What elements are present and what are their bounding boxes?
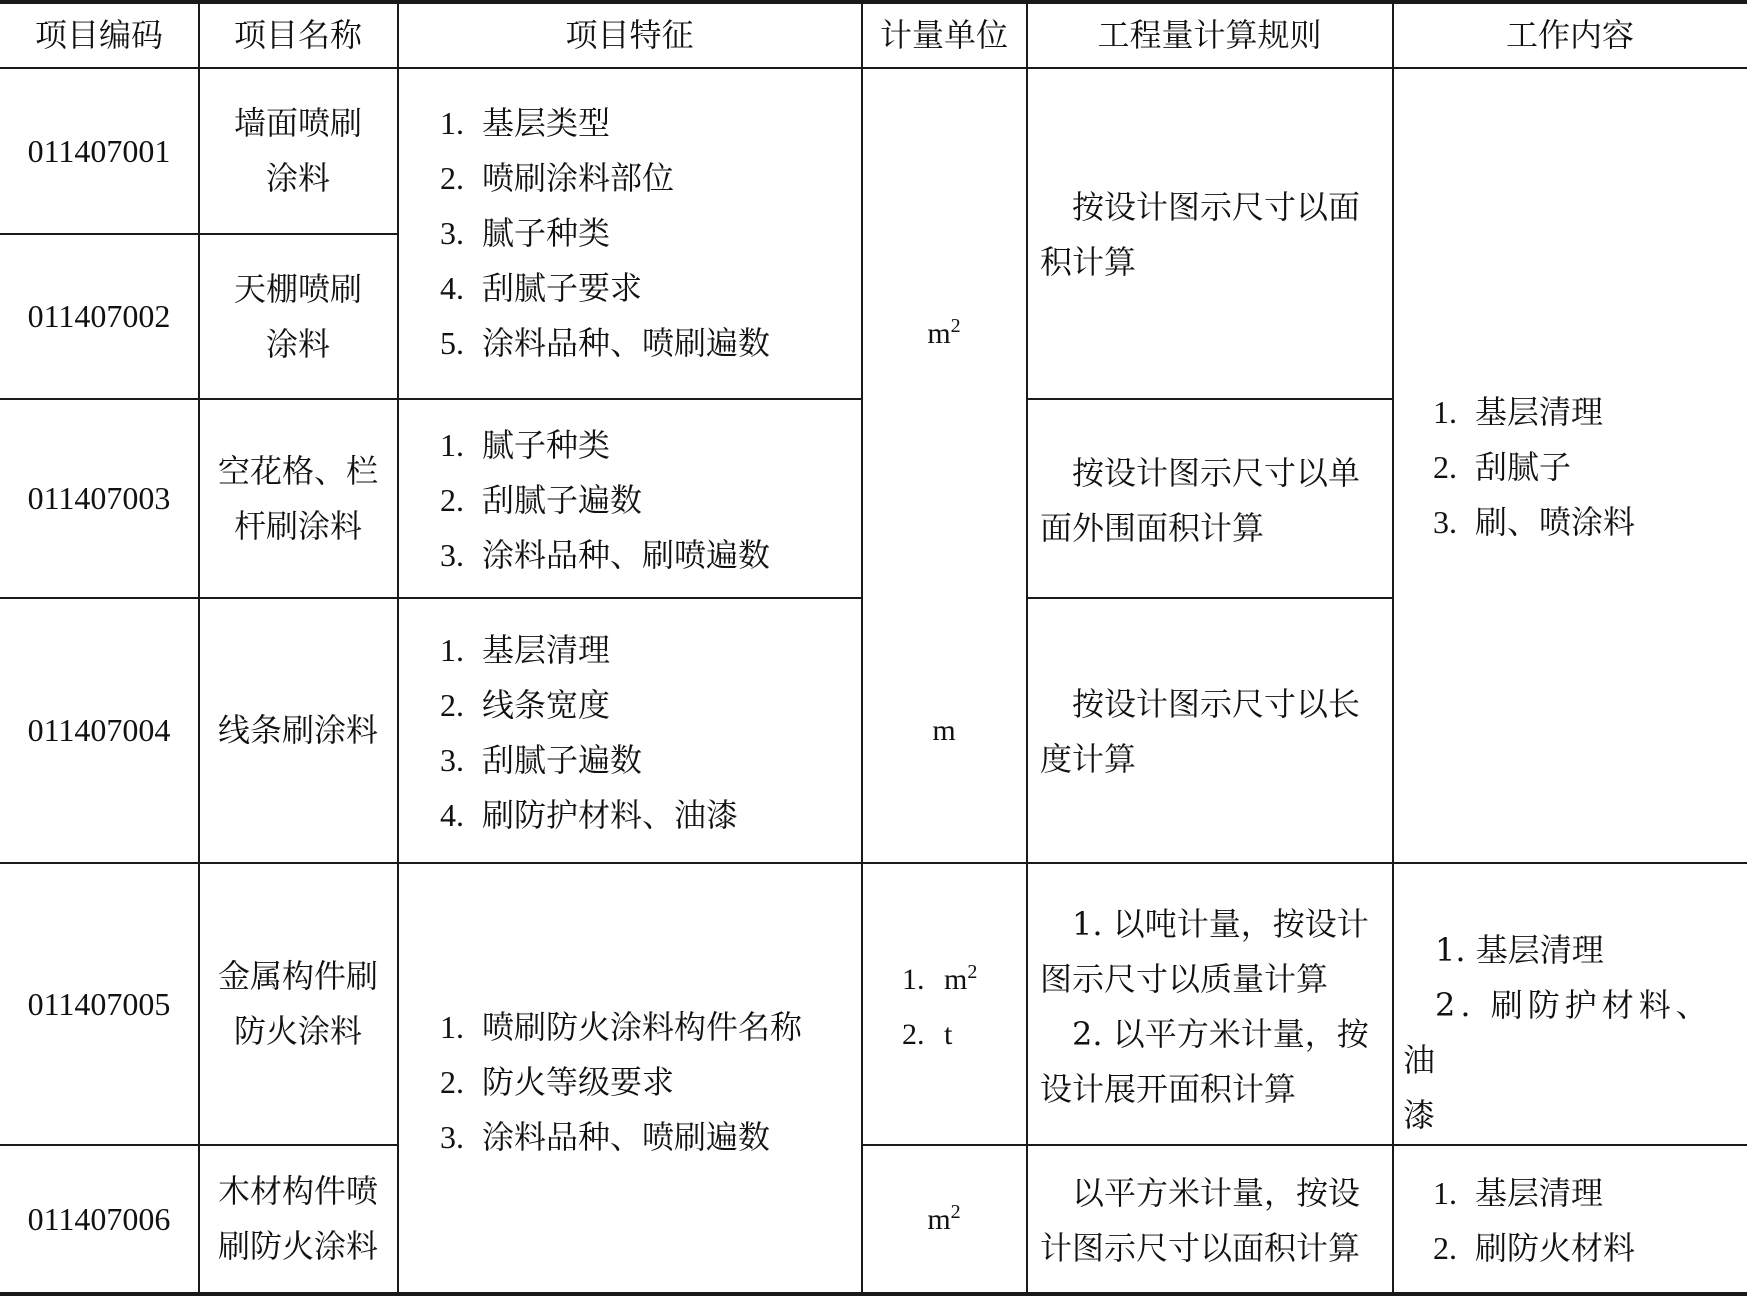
- row2-name-line2: 涂料: [265, 324, 330, 363]
- work-item: 2. 刮腻子: [1433, 448, 1572, 486]
- row3-code: 011407003: [27, 480, 171, 516]
- rule-line: 以平方米计量，按设: [1072, 1174, 1361, 1212]
- row3-name-line1: 空花格、栏: [217, 451, 378, 490]
- feature-item: 5. 涂料品种、喷刷遍数: [440, 324, 771, 362]
- work-item: 1. 基层清理: [1433, 1174, 1604, 1212]
- unit-base: m: [927, 316, 951, 350]
- col2-divider: [397, 0, 399, 1296]
- unit-row-4: m: [932, 714, 956, 747]
- col5-divider: [1392, 0, 1394, 1296]
- row1-name: [199, 69, 397, 233]
- header-work: 工作内容: [1505, 16, 1634, 54]
- header-name: 项目名称: [233, 16, 362, 54]
- row3-name-line2: 杆刷涂料: [233, 506, 362, 545]
- header-rule: 工程量计算规则: [1097, 16, 1322, 54]
- unit-row-6: [862, 1146, 1026, 1292]
- rule-line: 设计展开面积计算: [1040, 1070, 1297, 1108]
- row5-code: 011407005: [27, 985, 171, 1022]
- col4-divider: [1026, 0, 1028, 1296]
- feature-item: 4. 刮腻子要求: [440, 269, 643, 307]
- unit-base: m: [927, 1202, 951, 1236]
- work-line: 2. 刷防护材料、油: [1403, 986, 1713, 1079]
- feature-item: 3. 涂料品种、刷喷遍数: [440, 536, 771, 574]
- header-code: 项目编码: [34, 16, 163, 54]
- rule-row-3: [1040, 446, 1385, 556]
- feature-item: 3. 腻子种类: [440, 214, 611, 252]
- feature-item: 3. 涂料品种、喷刷遍数: [440, 1118, 771, 1156]
- row2-bottom-rule-right: [1027, 398, 1393, 400]
- rule-line: 2. 以平方米计量，按: [1072, 1015, 1369, 1053]
- features-row-3: [440, 418, 770, 583]
- unit-row-5: [902, 952, 977, 1062]
- work-item: 1. 基层清理: [1433, 393, 1604, 431]
- features-rows-1-2: [440, 96, 770, 371]
- work-line: 漆: [1403, 1096, 1436, 1134]
- unit-exponent: 2: [950, 1200, 961, 1223]
- header-features: 项目特征: [565, 16, 694, 54]
- feature-item: 1. 基层类型: [440, 104, 611, 142]
- row2-name-line1: 天棚喷刷: [233, 269, 362, 308]
- work-line: 1. 基层清理: [1435, 931, 1604, 969]
- row2-name: [199, 235, 397, 398]
- feature-item: 3. 刮腻子遍数: [440, 741, 643, 779]
- work-item: 3. 刷、喷涂料: [1433, 503, 1636, 541]
- feature-item: 1. 喷刷防火涂料构件名称: [440, 1008, 803, 1046]
- work-row-5: [1403, 923, 1743, 1143]
- rule-line: 面外围面积计算: [1040, 509, 1265, 547]
- unit-option: 2. t: [902, 1018, 953, 1051]
- feature-item: 4. 刷防护材料、油漆: [440, 796, 739, 834]
- features-row-4: [440, 623, 738, 843]
- row1-name-line2: 涂料: [265, 159, 330, 197]
- rule-line: 1. 以吨计量，按设计: [1072, 905, 1369, 943]
- rule-line: 按设计图示尺寸以面: [1072, 188, 1361, 226]
- rule-rows-1-2: [1040, 180, 1385, 290]
- row3-name: [199, 400, 397, 597]
- row6-name-line2: 刷防火涂料: [217, 1227, 378, 1265]
- feature-item: 1. 基层清理: [440, 631, 611, 669]
- work-rows-1-4: [1433, 385, 1635, 550]
- row6-code: 011407006: [27, 1200, 171, 1237]
- table-bottom-rule: [0, 1292, 1747, 1296]
- rule-line: 按设计图示尺寸以单: [1072, 454, 1361, 492]
- rule-row-4: [1040, 677, 1385, 787]
- rule-row-6: [1040, 1166, 1385, 1276]
- row6-name-line1: 木材构件喷: [217, 1172, 378, 1210]
- rule-line: 按设计图示尺寸以长: [1072, 685, 1361, 723]
- row3-bottom-rule-right: [1027, 597, 1393, 599]
- rule-line: 度计算: [1040, 740, 1137, 778]
- row5-name-line1: 金属构件刷: [217, 957, 378, 995]
- row4-code: 011407004: [27, 712, 171, 748]
- row2-code: 011407002: [27, 298, 171, 334]
- row6-name: [199, 1146, 397, 1292]
- rule-row-5: [1040, 897, 1385, 1117]
- features-rows-5-6: [440, 1000, 802, 1165]
- work-row-6: [1433, 1166, 1635, 1276]
- feature-item: 1. 腻子种类: [440, 426, 611, 464]
- row1-code: 011407001: [27, 132, 171, 169]
- row5-name: [199, 864, 397, 1144]
- unit-option: 1. $m^2$: [902, 961, 978, 996]
- row4-name-line1: 线条刷涂料: [217, 711, 378, 749]
- header-unit: 计量单位: [879, 16, 1008, 54]
- rule-line: 积计算: [1040, 243, 1137, 281]
- row5-name-line2: 防火涂料: [233, 1012, 362, 1050]
- row4-name: [199, 599, 397, 862]
- rule-line: 计图示尺寸以面积计算: [1040, 1229, 1361, 1267]
- feature-item: 2. 线条宽度: [440, 686, 611, 724]
- work-item: 2. 刷防火材料: [1433, 1229, 1636, 1267]
- feature-item: 2. 防火等级要求: [440, 1063, 675, 1101]
- unit-exponent: 2: [950, 314, 961, 337]
- feature-item: 2. 喷刷涂料部位: [440, 159, 675, 197]
- rule-line: 图示尺寸以质量计算: [1040, 960, 1329, 998]
- row1-name-line1: 墙面喷刷: [233, 104, 362, 142]
- feature-item: 2. 刮腻子遍数: [440, 481, 643, 519]
- unit-rows-1-3: [862, 69, 1026, 597]
